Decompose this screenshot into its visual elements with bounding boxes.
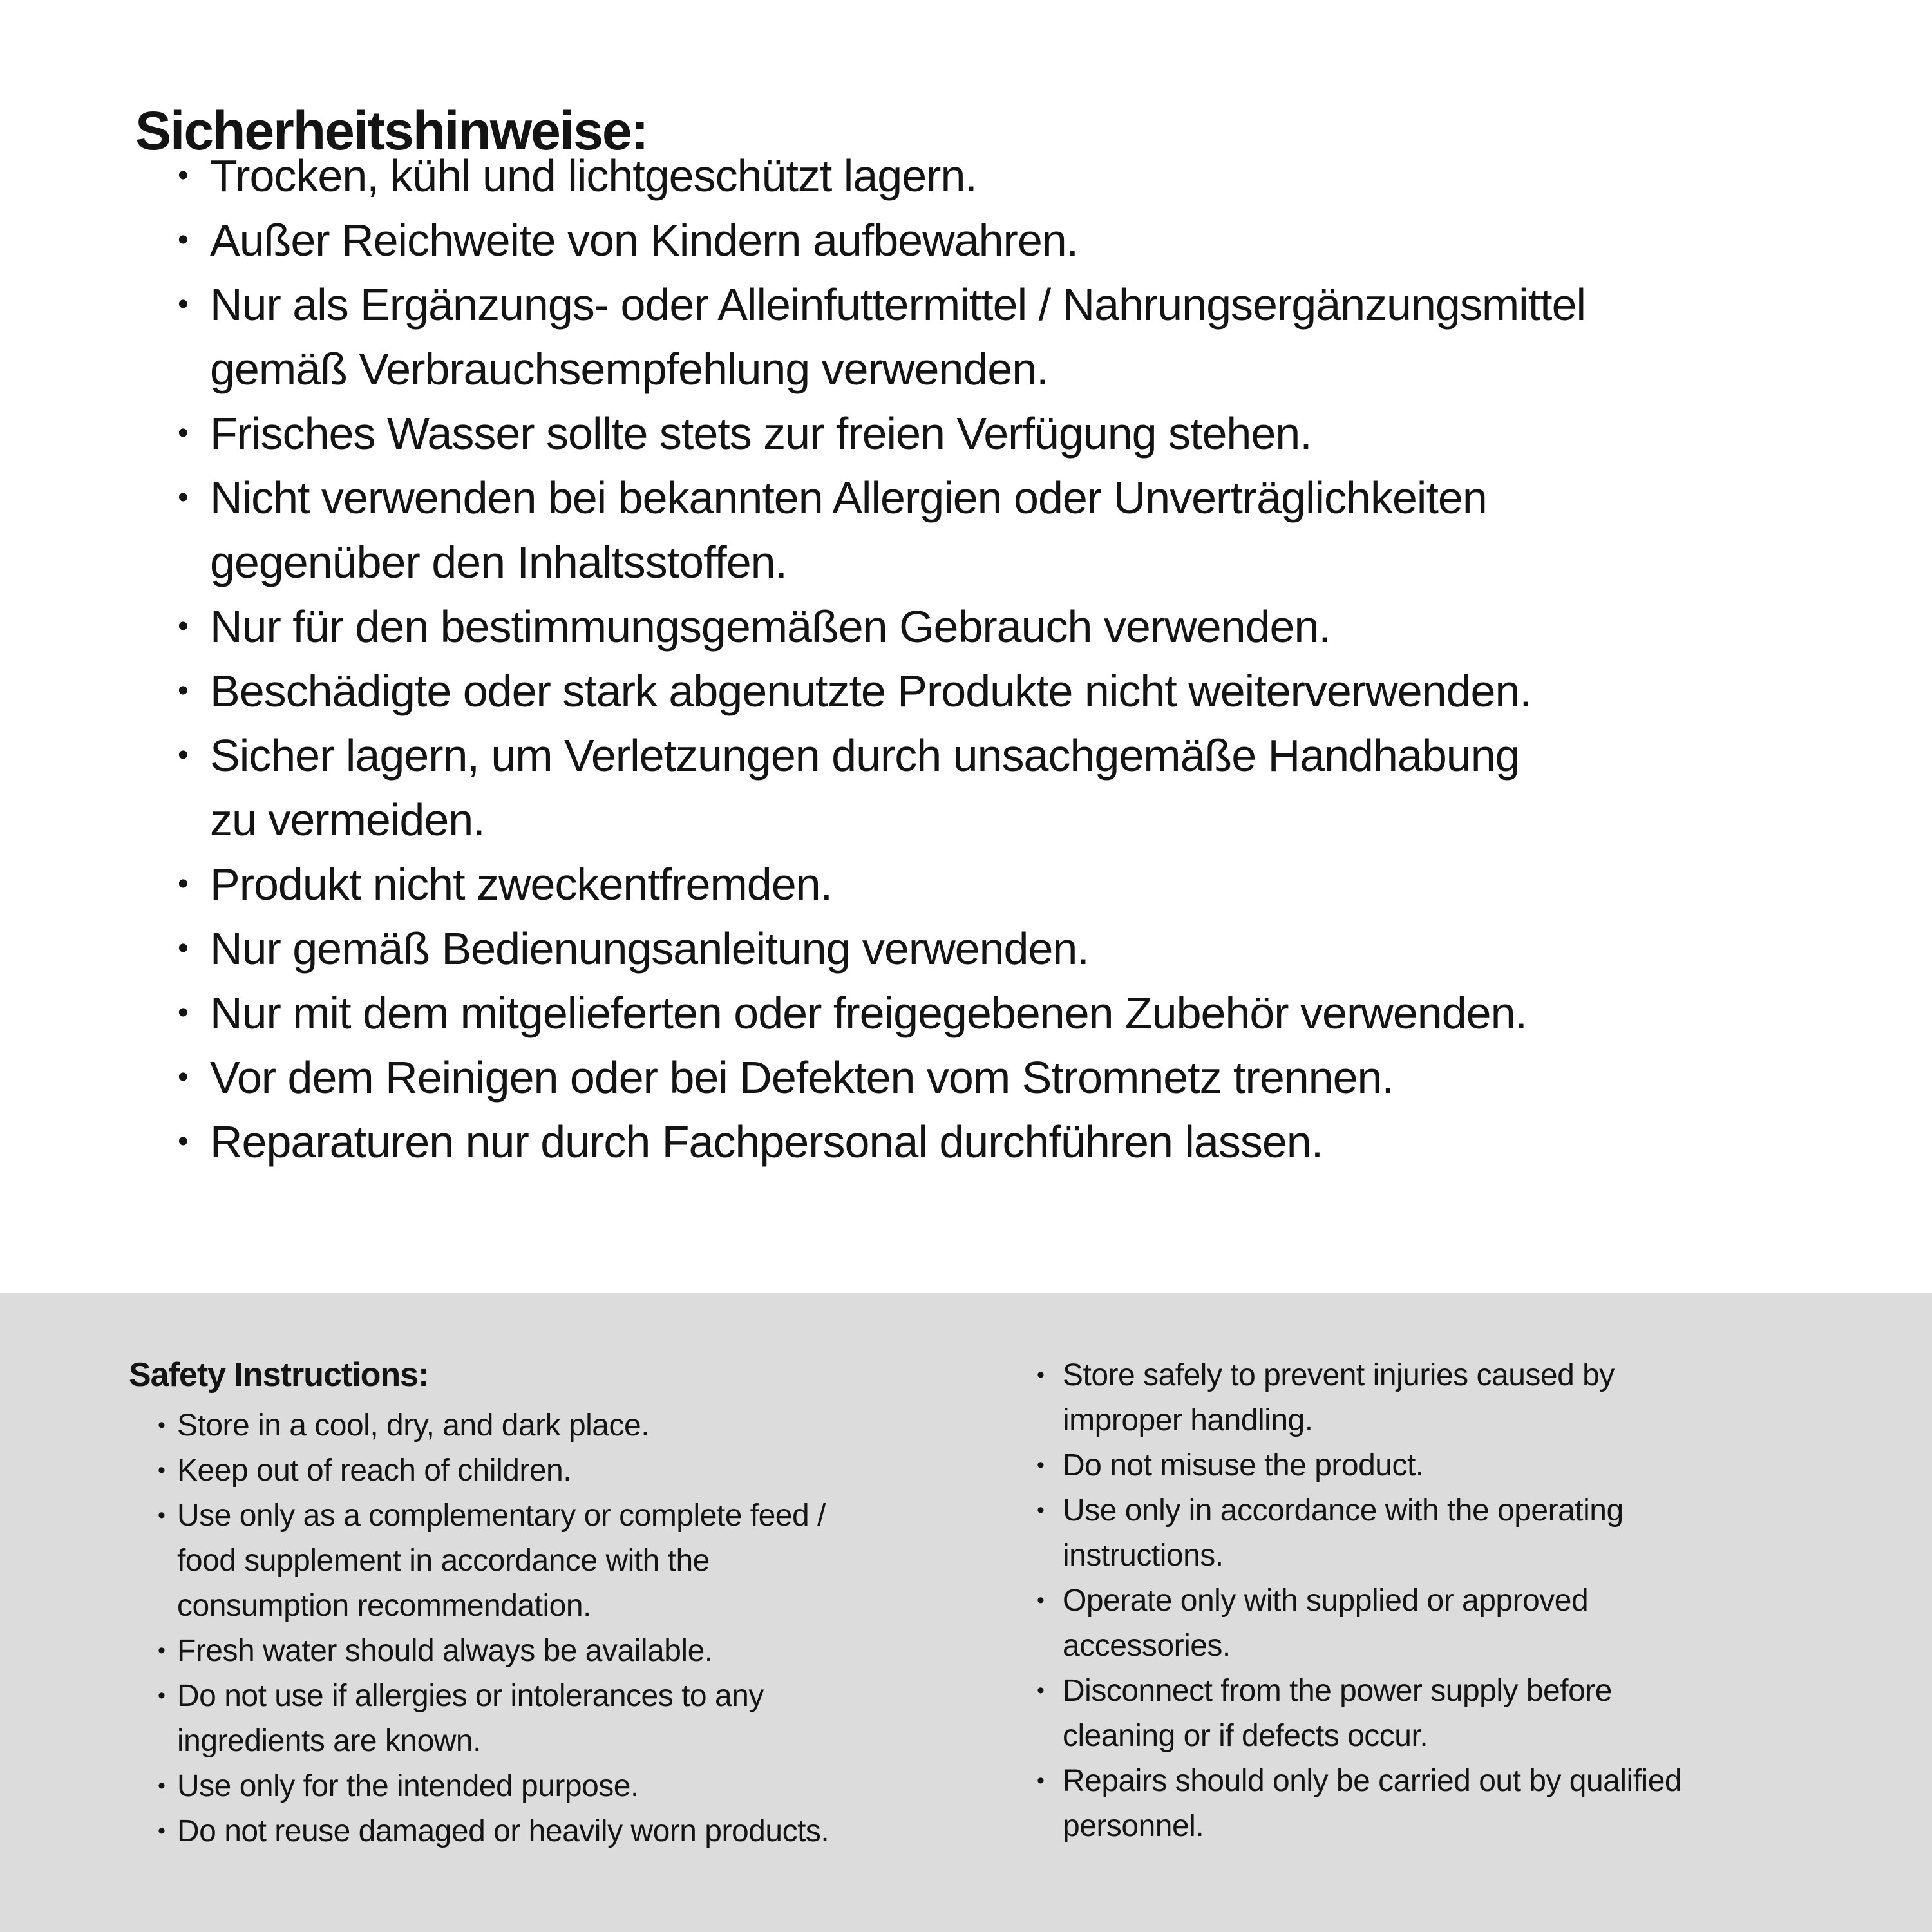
safety-item-en bbox=[158, 1673, 829, 1718]
english-section-band bbox=[0, 1293, 1932, 1932]
safety-item-en bbox=[1037, 1668, 1681, 1713]
safety-item-text: Nur für den bestimmungsgemäßen Gebrauch verwenden. bbox=[210, 601, 1331, 652]
bullet-icon: • bbox=[158, 1774, 166, 1798]
bullet-icon: • bbox=[158, 1458, 166, 1482]
safety-item-text: Sicher lagern, um Verletzungen durch unsachgemäße Handhabung bbox=[210, 730, 1520, 781]
safety-item-de bbox=[178, 272, 1586, 337]
safety-item-de-continuation bbox=[178, 788, 1586, 852]
safety-item-de bbox=[178, 916, 1586, 981]
english-section-title: Safety Instructions: bbox=[129, 1356, 429, 1394]
safety-item-text: Keep out of reach of children. bbox=[177, 1453, 572, 1488]
bullet-icon: • bbox=[178, 609, 188, 643]
bullet-icon: • bbox=[158, 1683, 166, 1708]
safety-item-text: improper handling. bbox=[1063, 1403, 1313, 1437]
safety-item-de-continuation bbox=[178, 337, 1586, 401]
safety-item-de bbox=[178, 594, 1586, 659]
safety-item-en-continuation bbox=[1037, 1713, 1681, 1758]
safety-item-text: cleaning or if defects occur. bbox=[1063, 1718, 1428, 1753]
safety-item-text: Operate only with supplied or approved bbox=[1063, 1583, 1589, 1618]
safety-item-en-continuation bbox=[158, 1718, 829, 1763]
safety-item-text: Produkt nicht zweckentfremden. bbox=[210, 859, 833, 909]
safety-item-de bbox=[178, 852, 1586, 916]
bullet-icon: • bbox=[178, 223, 188, 257]
safety-item-de bbox=[178, 981, 1586, 1045]
safety-item-text: Nur als Ergänzungs- oder Alleinfuttermittel / Nahrungsergänzungsmittel bbox=[210, 279, 1586, 330]
bullet-icon: • bbox=[178, 1124, 188, 1159]
english-right-column bbox=[1037, 1352, 1681, 1848]
safety-item-en bbox=[158, 1763, 829, 1808]
safety-item-en-continuation bbox=[158, 1538, 829, 1583]
bullet-icon: • bbox=[1037, 1453, 1045, 1477]
safety-item-text: Store in a cool, dry, and dark place. bbox=[177, 1408, 650, 1443]
bullet-icon: • bbox=[178, 996, 188, 1030]
safety-item-de bbox=[178, 1110, 1586, 1174]
safety-item-text: Do not use if allergies or intolerances to any bbox=[177, 1678, 764, 1713]
safety-item-en bbox=[1037, 1578, 1681, 1623]
bullet-icon: • bbox=[178, 158, 188, 193]
safety-item-en bbox=[158, 1808, 829, 1853]
safety-item-text: gegenüber den Inhaltsstoffen. bbox=[210, 537, 788, 587]
safety-item-text: Außer Reichweite von Kindern aufbewahren. bbox=[210, 215, 1079, 265]
bullet-icon: • bbox=[1037, 1588, 1045, 1613]
safety-item-text: Nur gemäß Bedienungsanleitung verwenden. bbox=[210, 923, 1089, 974]
safety-item-en bbox=[1037, 1488, 1681, 1533]
safety-item-text: gemäß Verbrauchsempfehlung verwenden. bbox=[210, 344, 1048, 394]
safety-item-de bbox=[178, 659, 1586, 723]
safety-item-text: Reparaturen nur durch Fachpersonal durchführen lassen. bbox=[210, 1117, 1323, 1167]
bullet-icon: • bbox=[1037, 1363, 1045, 1387]
safety-item-de bbox=[178, 723, 1586, 788]
english-left-column bbox=[129, 1352, 829, 1853]
safety-item-de bbox=[178, 144, 1586, 208]
safety-item-text: Store safely to prevent injuries caused by bbox=[1063, 1358, 1615, 1392]
bullet-icon: • bbox=[178, 480, 188, 515]
bullet-icon: • bbox=[1037, 1768, 1045, 1793]
safety-item-en-continuation bbox=[1037, 1397, 1681, 1443]
safety-item-en bbox=[1037, 1443, 1681, 1488]
safety-item-en bbox=[158, 1628, 829, 1673]
safety-item-text: Frisches Wasser sollte stets zur freien Verfügung stehen. bbox=[210, 408, 1312, 459]
safety-item-text: Disconnect from the power supply before bbox=[1063, 1673, 1612, 1708]
bullet-icon: • bbox=[158, 1413, 166, 1437]
safety-item-text: Fresh water should always be available. bbox=[177, 1633, 713, 1668]
safety-item-text: Use only in accordance with the operating bbox=[1063, 1493, 1624, 1528]
safety-item-text: Use only for the intended purpose. bbox=[177, 1768, 639, 1803]
bullet-icon: • bbox=[1037, 1498, 1045, 1522]
safety-item-text: food supplement in accordance with the bbox=[177, 1543, 710, 1578]
bullet-icon: • bbox=[178, 674, 188, 708]
safety-item-de bbox=[178, 1045, 1586, 1110]
safety-item-text: accessories. bbox=[1063, 1628, 1231, 1663]
safety-item-de bbox=[178, 401, 1586, 466]
safety-item-text: zu vermeiden. bbox=[210, 795, 485, 845]
safety-item-text: Repairs should only be carried out by qualified bbox=[1063, 1763, 1682, 1798]
english-safety-list-left bbox=[158, 1403, 829, 1853]
bullet-icon: • bbox=[178, 931, 188, 965]
bullet-icon: • bbox=[158, 1638, 166, 1663]
safety-item-text: Trocken, kühl und lichtgeschützt lagern. bbox=[210, 151, 977, 201]
safety-item-en-continuation bbox=[1037, 1533, 1681, 1578]
safety-item-en-continuation bbox=[1037, 1803, 1681, 1848]
bullet-icon: • bbox=[178, 867, 188, 901]
safety-item-text: personnel. bbox=[1063, 1808, 1204, 1843]
safety-item-en-continuation bbox=[1037, 1623, 1681, 1668]
bullet-icon: • bbox=[178, 416, 188, 450]
safety-item-de bbox=[178, 466, 1586, 530]
safety-item-en bbox=[1037, 1758, 1681, 1803]
safety-item-en bbox=[158, 1493, 829, 1538]
safety-item-en bbox=[158, 1403, 829, 1448]
safety-item-text: Beschädigte oder stark abgenutzte Produkte nicht weiterverwenden. bbox=[210, 666, 1531, 716]
safety-item-text: Vor dem Reinigen oder bei Defekten vom Stromnetz trennen. bbox=[210, 1052, 1394, 1103]
safety-item-de bbox=[178, 208, 1586, 272]
safety-item-text: instructions. bbox=[1063, 1538, 1224, 1573]
german-safety-list bbox=[178, 144, 1586, 1174]
safety-item-en bbox=[1037, 1352, 1681, 1397]
safety-item-text: Nicht verwenden bei bekannten Allergien oder Unverträglichkeiten bbox=[210, 473, 1487, 523]
german-section-title: Sicherheitshinweise: bbox=[135, 100, 648, 162]
bullet-icon: • bbox=[158, 1819, 166, 1843]
safety-item-text: ingredients are known. bbox=[177, 1723, 481, 1758]
safety-item-de-continuation bbox=[178, 530, 1586, 594]
bullet-icon: • bbox=[178, 1060, 188, 1094]
bullet-icon: • bbox=[178, 738, 188, 772]
safety-item-text: Do not reuse damaged or heavily worn products. bbox=[177, 1814, 829, 1848]
bullet-icon: • bbox=[158, 1503, 166, 1528]
safety-item-en-continuation bbox=[158, 1583, 829, 1628]
bullet-icon: • bbox=[1037, 1678, 1045, 1703]
safety-item-text: consumption recommendation. bbox=[177, 1588, 591, 1623]
safety-item-text: Do not misuse the product. bbox=[1063, 1448, 1424, 1482]
safety-item-en bbox=[158, 1448, 829, 1493]
bullet-icon: • bbox=[178, 287, 188, 321]
safety-item-text: Nur mit dem mitgelieferten oder freigegebenen Zubehör verwenden. bbox=[210, 988, 1527, 1038]
safety-item-text: Use only as a complementary or complete feed / bbox=[177, 1498, 826, 1533]
